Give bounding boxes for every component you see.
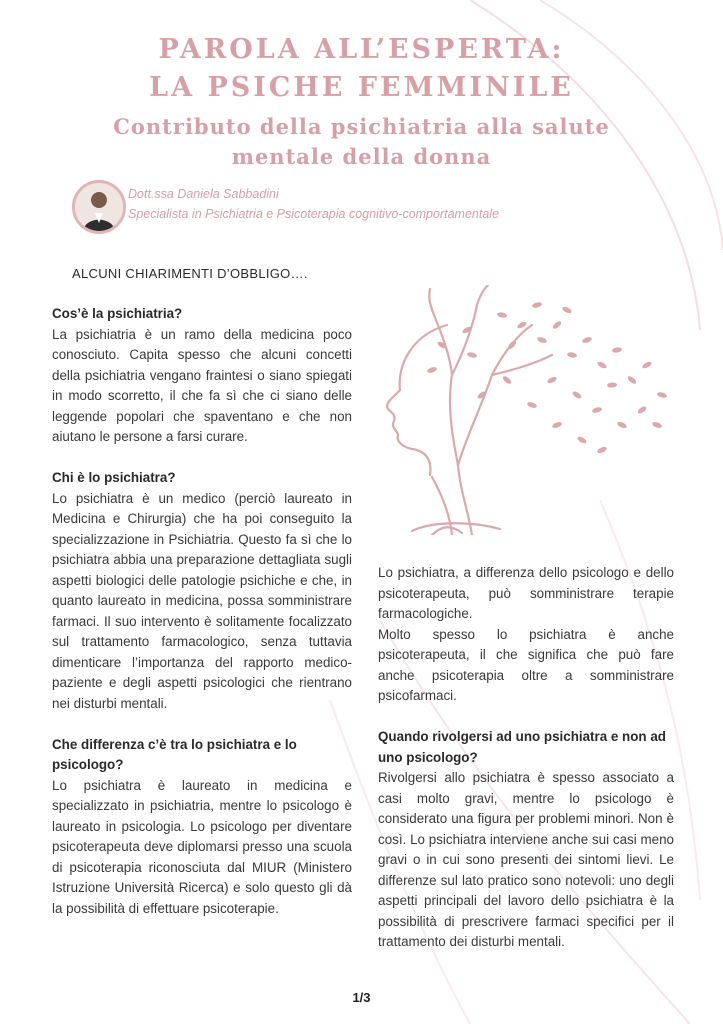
author-info [128,184,499,224]
answer-paragraph: Rivolgersi allo psichiatra è spesso associato a casi molto gravi, mentre lo psicologo è considerato una figura per problemi minori. Non è così. Lo psichiatra interviene anche sui casi meno gravi o in cui sono presenti dei sintomi lievi. Le differenze sul lato pratico sono notevoli: uno degli aspetti principali del lavoro dello psichiatra è la possibilità di prescrivere farmaci specifici per il trattamento dei disturbi mentali. [378,770,674,949]
subtitle-line-2: mentale della donna [231,144,492,169]
person-icon [75,183,123,231]
right-column [378,563,674,953]
question-heading: Quando rivolgersi ad uno psichiatra e non ad uno psicologo? [378,729,666,765]
answer-paragraph: La psichiatria è un ramo della medicina poco conosciuto. Capita spesso che alcuni concetti della psichiatria vengano fraintesi o siano spiegati in modo scorretto, il che fa sì che ci siano delle leggende popolari che spaventano e che non aiutano le persone a farsi curare. [52,326,352,444]
title-line-2: LA PSICHE FEMMINILE [149,72,574,103]
body-paragraph: Molto spesso lo psichiatra è anche psicoterapeuta, il che significa che può fare anche psicoterapia oltre a somministrare psicofarmaci. [378,626,674,703]
author-avatar [72,180,126,234]
answer-paragraph: Lo psichiatra è un medico (perciò laureato in Medicina e Chirurgia) che ha poi conseguito la specializzazione in Psichiatria. Questo fa sì che lo psichiatra abbia una preparazione dettagliata sugli aspetti biologici delle patologie psichiche e che, in quanto laureato in medicina, possa somministrare farmaci. Il suo intervento è solitamente focalizzato sul trattamento farmacologico, senza tuttavia dimenticare l’importanza del rapporto medico-paziente e degli aspetti psicologici che rientrano nei disturbi mentali. [52,490,352,711]
author-name: Dott.ssa Daniela Sabbadini [128,187,279,201]
answer-paragraph: Lo psichiatra è laureato in medicina e specializzato in psichiatria, mentre lo psicologo è laureato in psicologia. Lo psicologo per diventare psicoterapeuta deve diplomarsi presso una scuola di psicoterapia riconosciuta dal MIUR (Ministero Istruzione Università Ricerca) e solo questo gli dà la possibilità di effettuare psicoterapie. [52,777,352,916]
subtitle-line-1: Contributo della psichiatria alla salute [113,114,610,139]
question-heading: Chi è lo psichiatra? [52,470,176,485]
page-number: 1/3 [352,990,371,1005]
section-heading: ALCUNI CHIARIMENTI D’OBBLIGO…. [72,266,308,281]
left-column [52,304,352,919]
title-line-1: PAROLA ALL’ESPERTA: [158,34,565,65]
tree-head-illustration [372,285,678,535]
question-heading: Cos’è la psichiatria? [52,306,183,321]
author-role: Specialista in Psichiatria e Psicoterapia cognitivo-comportamentale [128,207,500,221]
question-heading: Che differenza c’è tra lo psichiatra e lo psicologo? [52,736,297,772]
body-paragraph: Lo psichiatra, a differenza dello psicologo e dello psicoterapeuta, può somministrare terapie farmacologiche. [378,565,674,621]
